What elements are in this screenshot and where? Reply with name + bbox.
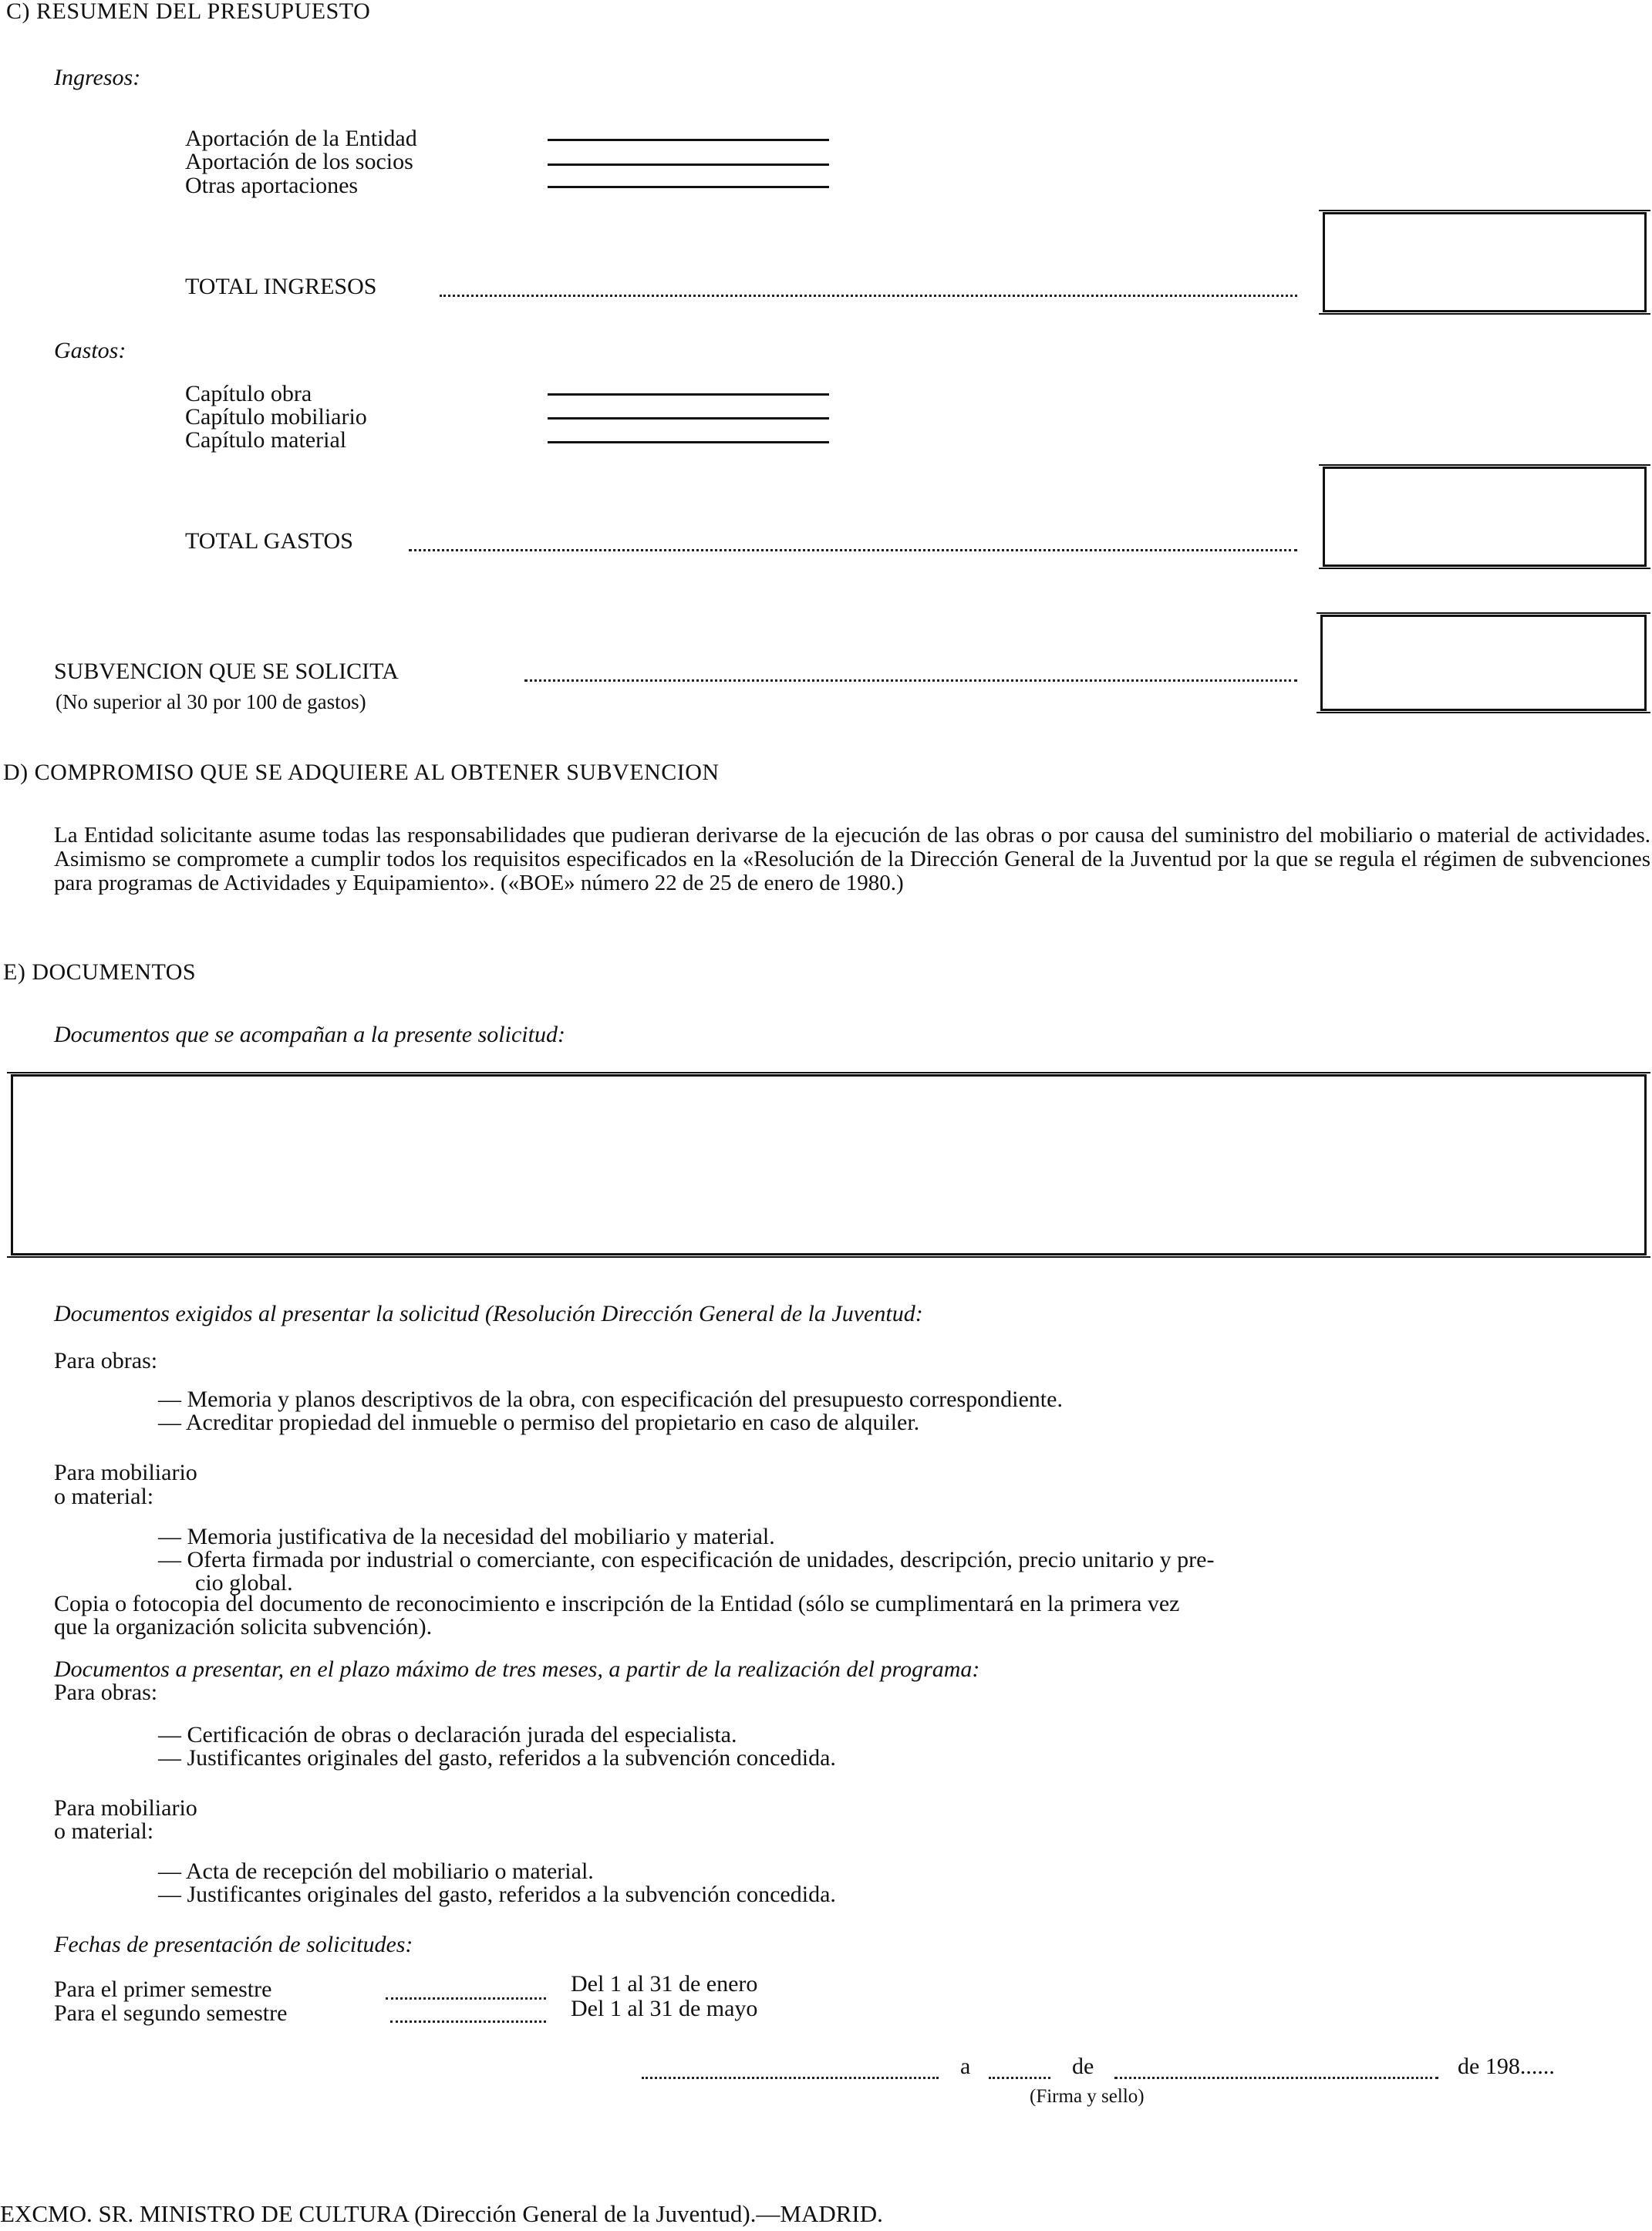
segundo-semestre-label: Para el segundo semestre — [54, 2000, 288, 2026]
ministro-address: EXCMO. SR. MINISTRO DE CULTURA (Dirección General de la Juventud).—MADRID. — [0, 2200, 883, 2227]
sig-a-label: a — [960, 2054, 971, 2079]
primer-semestre-leader — [386, 1997, 546, 2000]
mobiliario-item-memoria: — Memoria justificativa de la necesidad del mobiliario y material. — [158, 1524, 775, 1549]
section-c-heading: C) RESUMEN DEL PRESUPUESTO — [6, 0, 371, 24]
primer-semestre-fecha: Del 1 al 31 de enero — [571, 1971, 758, 1997]
primer-semestre-label: Para el primer semestre — [54, 1977, 272, 2002]
total-gastos-box[interactable] — [1323, 467, 1647, 567]
para-mobiliario-label-2: Para mobiliario — [54, 1795, 197, 1821]
subvencion-note: (No superior al 30 por 100 de gastos) — [56, 690, 366, 713]
mobiliario-item-oferta-cont: cio global. — [195, 1570, 293, 1596]
total-gastos-label: TOTAL GASTOS — [185, 528, 353, 554]
sig-year-label: de 198...... — [1458, 2054, 1555, 2079]
documentos-exigidos-heading: Documentos exigidos al presentar la solicitud (Resolución Dirección General de la Juventud: — [54, 1301, 923, 1326]
mobiliario-item-acta: — Acta de recepción del mobiliario o material. — [158, 1859, 594, 1884]
ingresos-label: Ingresos: — [54, 65, 141, 90]
ingresos-item-socios: Aportación de los socios — [185, 149, 413, 174]
total-gastos-leader — [409, 549, 1297, 551]
gastos-item-mobiliario: Capítulo mobiliario — [185, 404, 367, 430]
sig-de-label: de — [1072, 2054, 1094, 2079]
ingresos-socios-line[interactable] — [548, 163, 829, 166]
para-obras-label-2: Para obras: — [54, 1680, 158, 1705]
ingresos-entidad-line[interactable] — [548, 139, 829, 141]
mobiliario-item-oferta: — Oferta firmada por industrial o comerciante, con especificación de unidades, descripción, precio unitario y pre- — [158, 1547, 1215, 1572]
obras-item-certificacion: — Certificación de obras o declaración jurada del especialista. — [158, 1722, 737, 1747]
ingresos-otras-line[interactable] — [548, 186, 829, 188]
gastos-item-obra: Capítulo obra — [185, 381, 312, 406]
documentos-acompanan-label: Documentos que se acompañan a la presente solicitud: — [54, 1022, 565, 1047]
subvencion-label: SUBVENCION QUE SE SOLICITA — [54, 659, 399, 684]
plazo-heading: Documentos a presentar, en el plazo máximo de tres meses, a partir de la realización del programa: — [54, 1656, 980, 1682]
firma-sello-label: (Firma y sello) — [1030, 2086, 1145, 2107]
obras-item-propiedad: — Acreditar propiedad del inmueble o permiso del propietario en caso de alquiler. — [158, 1410, 920, 1435]
obras-item-justificantes: — Justificantes originales del gasto, referidos a la subvención concedida. — [158, 1745, 836, 1771]
gastos-obra-line[interactable] — [548, 393, 829, 396]
gastos-material-line[interactable] — [548, 441, 829, 443]
ingresos-item-entidad: Aportación de la Entidad — [185, 126, 417, 151]
para-mobiliario-label: Para mobiliario — [54, 1460, 197, 1485]
dia-field[interactable] — [989, 2077, 1050, 2079]
gastos-item-material: Capítulo material — [185, 427, 347, 453]
obras-item-memoria: — Memoria y planos descriptivos de la obra, con especificación del presupuesto correspondiente. — [158, 1387, 1063, 1412]
total-ingresos-box[interactable] — [1323, 212, 1647, 312]
section-e-heading: E) DOCUMENTOS — [3, 959, 197, 985]
total-ingresos-leader — [440, 295, 1297, 297]
compromiso-text: La Entidad solicitante asume todas las responsabilidades que pudieran derivarse de la ejecución de las obras o por causa del suministro del mobiliario o material de actividades. Asimismo se compromete a cumplir todos los requisitos especificados en la «Resolución de la Dirección General de la Juventud por la que se regula el régimen de subvenciones para programas de Actividades y Equipamiento». («BOE» número 22 de 25 de enero de 1980.) — [54, 823, 1650, 895]
documentos-acompanan-box[interactable] — [11, 1074, 1647, 1255]
mes-field[interactable] — [1114, 2077, 1438, 2079]
o-material-label-2: o material: — [54, 1818, 154, 1844]
mobiliario-item-justificantes: — Justificantes originales del gasto, referidos a la subvención concedida. — [158, 1882, 836, 1907]
segundo-semestre-leader — [390, 2020, 546, 2023]
gastos-label: Gastos: — [54, 338, 126, 363]
para-obras-label: Para obras: — [54, 1348, 158, 1373]
o-material-label: o material: — [54, 1484, 154, 1509]
subvencion-box[interactable] — [1320, 615, 1647, 711]
section-d-heading: D) COMPROMISO QUE SE ADQUIERE AL OBTENER SUBVENCION — [3, 760, 720, 785]
copia-line-1: Copia o fotocopia del documento de reconocimiento e inscripción de la Entidad (sólo se cumplimentará en la primera vez — [54, 1591, 1180, 1616]
total-ingresos-label: TOTAL INGRESOS — [185, 274, 377, 299]
segundo-semestre-fecha: Del 1 al 31 de mayo — [571, 1996, 758, 2021]
fechas-heading: Fechas de presentación de solicitudes: — [54, 1932, 413, 1957]
subvencion-leader — [524, 679, 1297, 682]
lugar-field[interactable] — [642, 2077, 939, 2079]
gastos-mobiliario-line[interactable] — [548, 417, 829, 420]
ingresos-item-otras: Otras aportaciones — [185, 173, 359, 198]
copia-line-2: que la organización solicita subvención). — [54, 1614, 433, 1640]
